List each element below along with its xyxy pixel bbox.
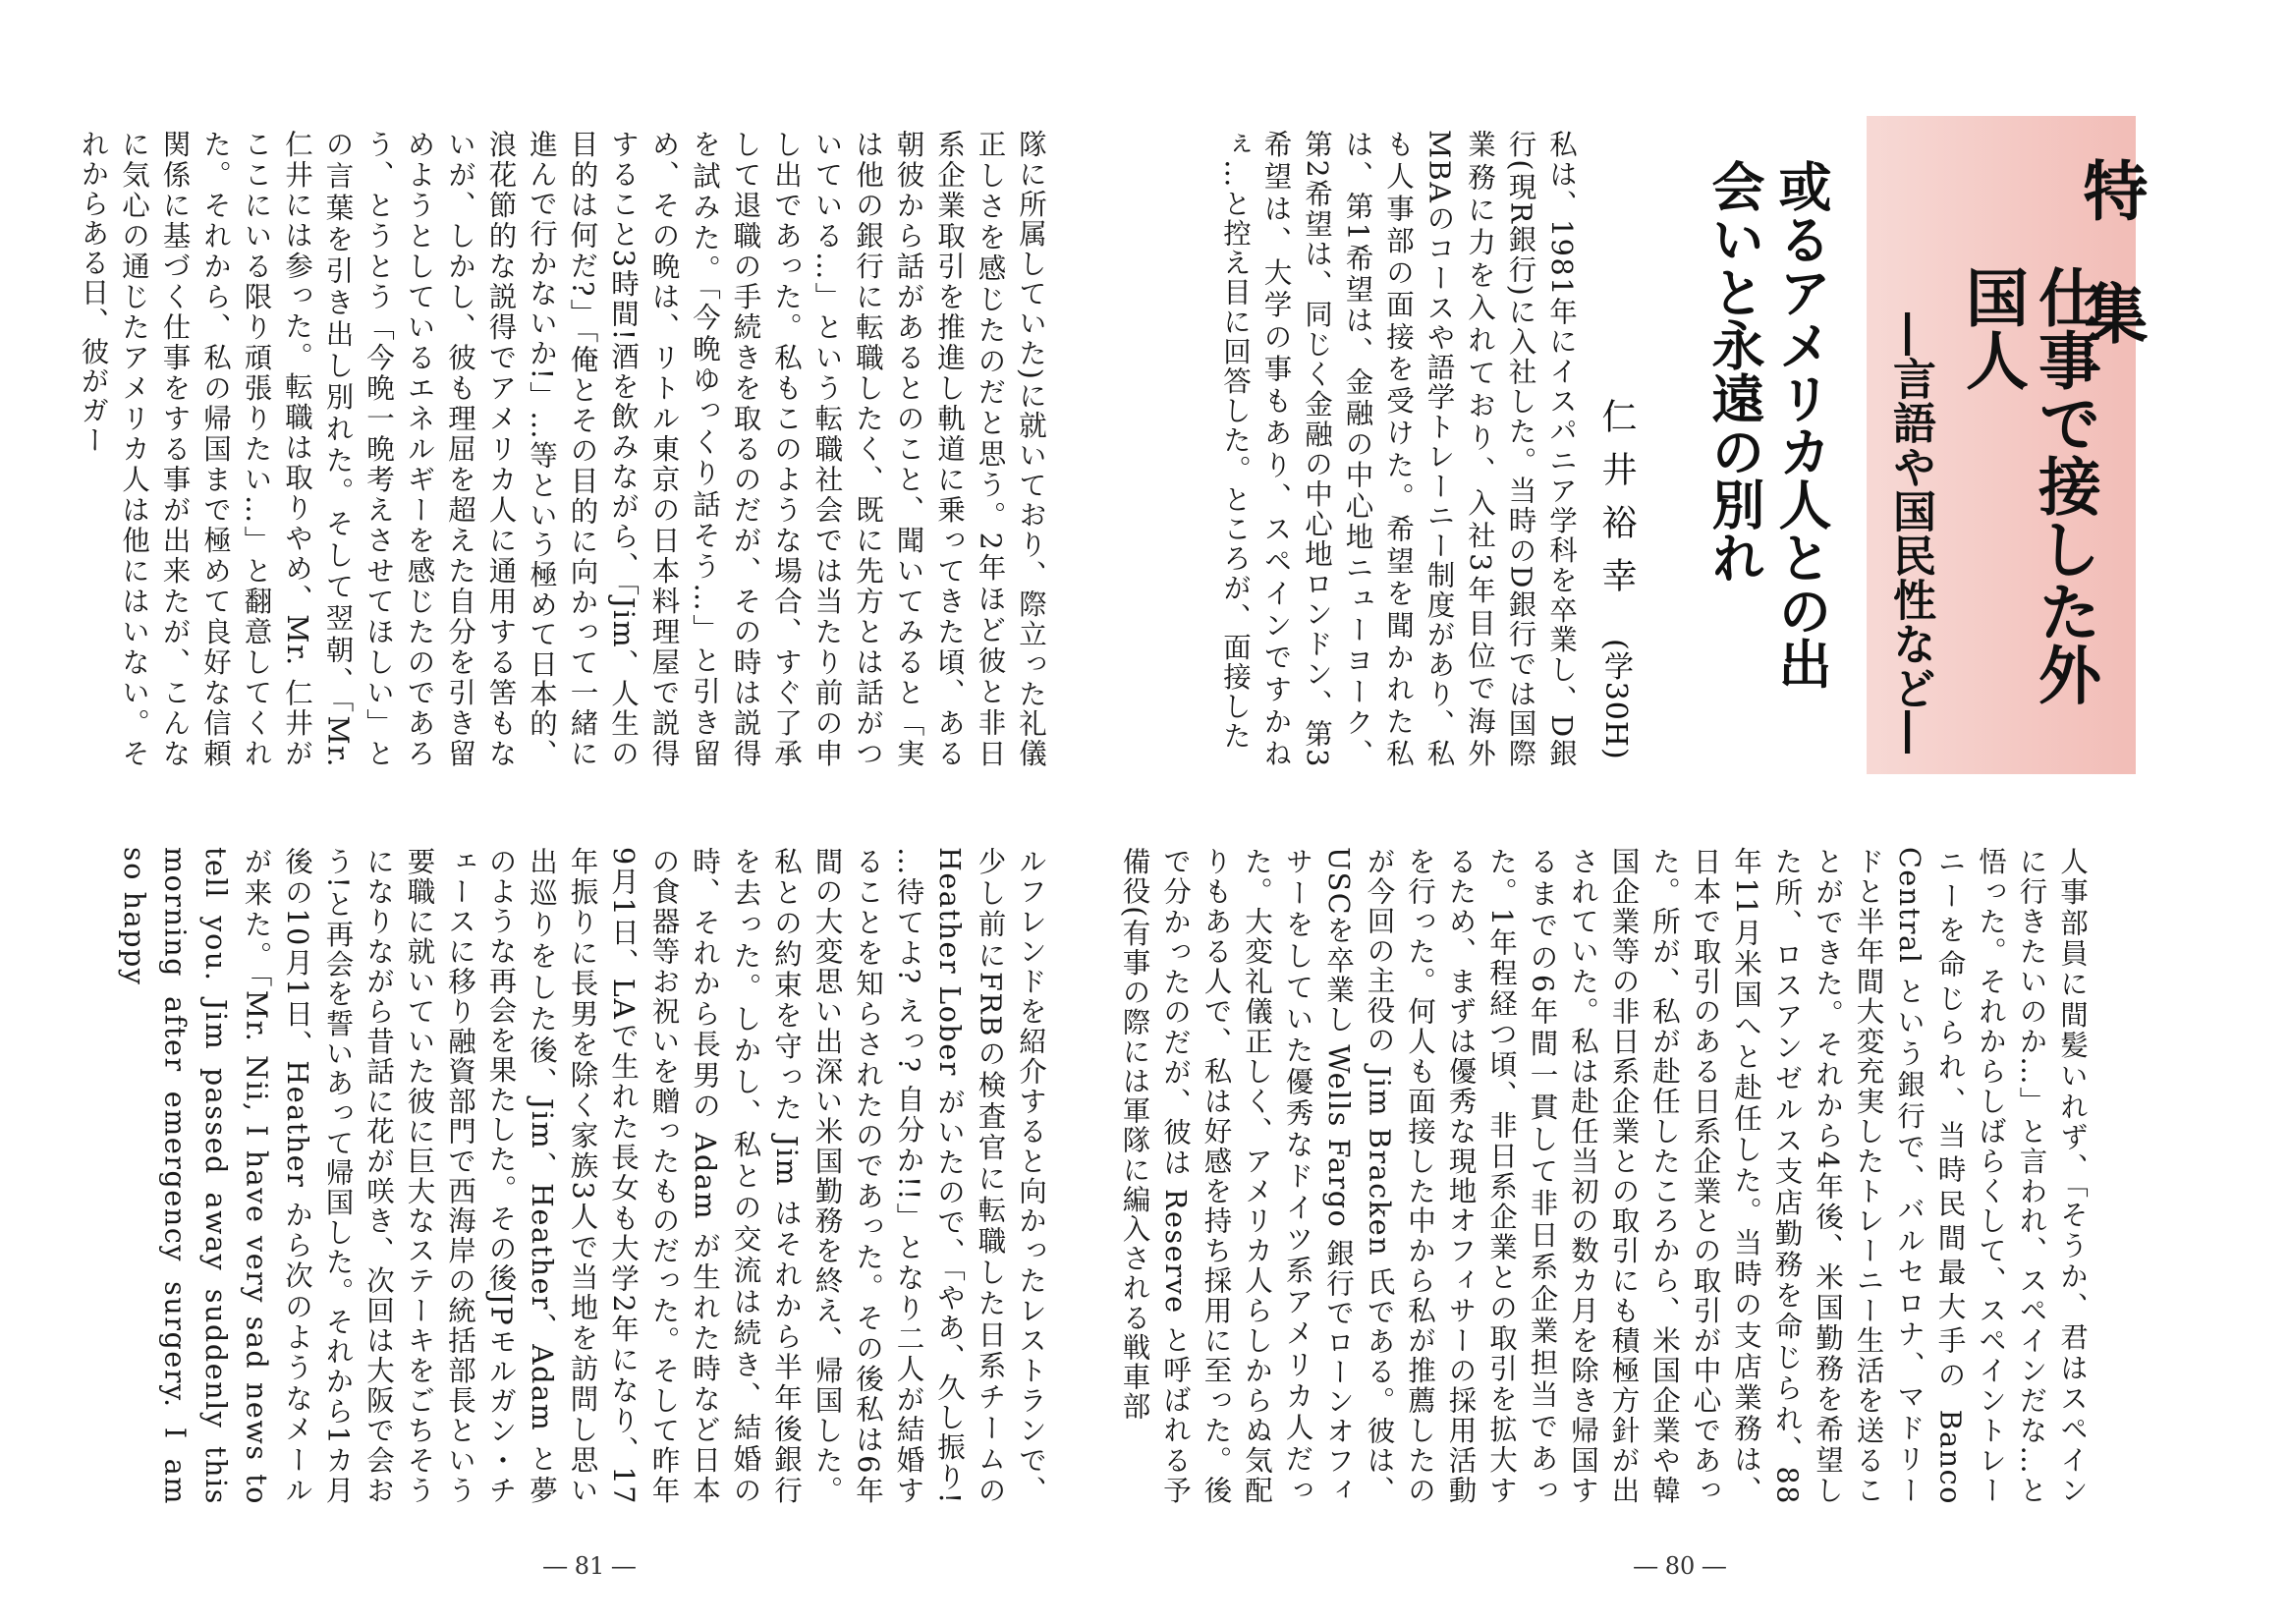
author-name: 仁井裕幸 — [1596, 398, 1637, 610]
page-number-80: ― 80 ― — [1634, 1552, 1726, 1580]
article-title: 或るアメリカ人との出会いと永遠の別れ — [1703, 159, 1833, 690]
page80-top-text: 私は、1981年にイスパニア学科を卒業し、D銀行(現R銀行)に入社した。当時のD銀行では国際業務に力を入れており、入社3年目位で海外MBAのコースや語学トレーニー制度があり、私も人事部の面接を受けた。希望を聞かれた私は、第1希望は、金融の中心地ニューヨーク、第2希望は、同じく金融の中心地ロンドン、第3希望は、大学の事もあり、スペインですかねぇ…と控え目に回答した。ところが、面接した — [1219, 130, 1578, 768]
page-number-81: ― 81 ― — [543, 1552, 636, 1580]
page81-top-text: 隊に所属していた)に就いており、際立った礼儀正しさを感じたのだと思う。2年ほど彼と非日系企業取引を推進し軌道に乗ってきた頃、ある朝彼から話があるとのこと、聞いてみると「実は他の銀行に転職したく、既に先方とは話がついている…」という転職社会では当たり前の申し出であった。私もこのような場合、すぐ了承して退職の手続きを取るのだが、その時は説得を試みた。「今晩ゆっくり話そう…」と引き留め、その晩は、リトル東京の日本料理屋で説得すること3時間!酒を飲みながら、「Jim、人生の目的は何だ?」「俺とその目的に向かって一緒に進んで行かないか!」…等という極めて日本的、浪花節的な説得でアメリカ人に通用する筈もないが、しかし、彼も理屈を超えた自分を引き留めようとしているエネルギーを感じたのであろう、とうとう「今晩一晩考えさせてほしい」との言葉を引き出し別れた。そして翌朝、「Mr. 仁井には参った。転職は取りやめ、Mr. 仁井がここにいる限り頑張りたい…」と翻意してくれた。それから、私の帰国まで極めて良好な信頼関係に基づく仕事をする事が出来たが、こんなに気心の通じたアメリカ人は他にはいない。それからある日、彼がガー — [77, 130, 1047, 768]
page81-bottom-text: ルフレンドを紹介すると向かったレストランで、少し前にFRBの検査官に転職した日系チームの Heather Lober がいたので、「やあ、久し振り! …待てよ? えっ? 自分か!!」となり二人が結婚することを知らされたのであった。その後私は6年間の大変思い出深い米国勤務を終え、帰国した。私との約束を守った Jim はそれから半年後銀行を去った。しかし、私との交流は続き、結婚の時、それから長男の Adam が生れた時など日本の食器等お祝いを贈ったものだった。そして昨年9月1日、LAで生れた長女も大学2年になり、17年振りに長男を除く家族3人で当地を訪問し思い出巡りをした後、Jim、Heather、Adam と夢のような再会を果たした。その後JPモルガン・チェースに移り融資部門で西海岸の統括部長という要職に就いていた彼に巨大なステーキをごちそうになりながら昔話に花が咲き、次回は大阪で会おう!と再会を誓いあって帰国した。それから1カ月後の10月1日、Heather から次のようなメールが来た。「Mr. Nii, I have very sad news to tell you. Jim passed away suddenly this morning after emergency surgery. I am so happy — [118, 847, 1047, 1505]
feature-subtitle: ―言語や国民性など― — [1885, 312, 1935, 755]
author-class: (学30H) — [1598, 639, 1633, 760]
feature-label: 特 集 — [2072, 157, 2148, 363]
feature-title: 仕事で接した外国人 — [1955, 265, 2100, 705]
page80-bottom-text: 人事部員に間髪いれず、「そうか、君はスペインに行きたいのか…」と言われ、スペインだな…と悟った。それからしばらくして、スペイントレーニーを命じられ、当時民間最大手の Banco Central という銀行で、バルセロナ、マドリードと半年間大変充実したトレーニー生活を送ることができた。それから4年後、米国勤務を希望した所、ロスアンゼルス支店勤務を命じられ、88年11月米国へと赴任した。当時の支店業務は、日本で取引のある日系企業との取引が中心であった。所が、私が赴任したころから、米国企業や韓国企業等の非日系企業との取引にも積極方針が出されていた。私は赴任当初の数カ月を除き帰国するまでの6年間一貫して非日系企業担当であった。1年程経つ頃、非日系企業との取引を拡大するため、まずは優秀な現地オフィサーの採用活動を行った。何人も面接した中から私が推薦したのが今回の主役の Jim Bracken 氏である。彼は、USCを卒業し Wells Fargo 銀行でローンオフィサーをしていた優秀なドイツ系アメリカ人だった。大変礼儀正しく、アメリカ人らしからぬ気配りもある人で、私は好感を持ち採用に至った。後で分かったのだが、彼は Reserve と呼ばれる予備役(有事の際には軍隊に編入される戦車部 — [1118, 847, 2089, 1505]
